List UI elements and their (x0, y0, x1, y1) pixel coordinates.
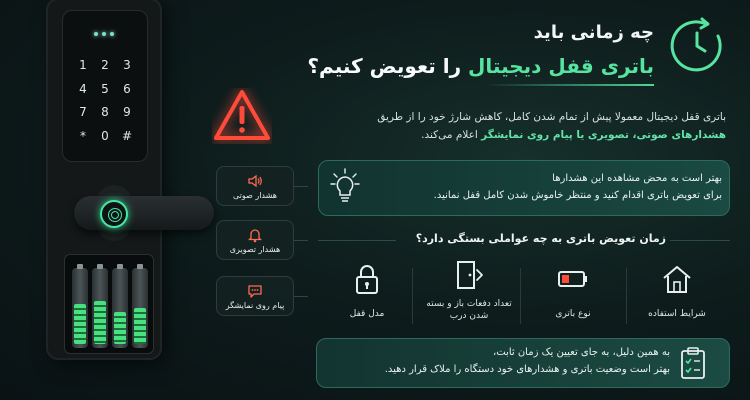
keypad-key: 6 (123, 81, 131, 96)
intro-text-a: باتری قفل دیجیتال معمولا پیش از تمام شدن کامل، کاهش شارژ خود را از طریق (377, 111, 726, 123)
conclusion-line-1: به همین دلیل، به جای تعیین یک زمان ثابت، (492, 347, 670, 358)
headline-line-1: چه زمانی باید (533, 22, 654, 43)
lock-icon (350, 262, 384, 296)
alert-card-sound (216, 166, 294, 206)
battery-icon (556, 262, 590, 296)
bell-icon (247, 227, 263, 243)
alert-card-display (216, 276, 294, 316)
alert-label: پیام روی نمایشگر (225, 300, 285, 310)
checklist-icon (680, 346, 706, 380)
keypad-key: # (121, 128, 133, 143)
keypad-key: 1 (79, 58, 87, 72)
clock-icon (668, 16, 726, 74)
keypad-key: 5 (101, 81, 109, 96)
keypad-key: * (80, 128, 86, 143)
keypad-key: 0 (101, 128, 109, 143)
alert-card-visual (216, 220, 294, 260)
door-icon (452, 258, 486, 292)
keypad-key: 9 (123, 105, 131, 119)
warning-triangle-icon (212, 88, 272, 144)
tip-line-1: بهتر است به محض مشاهده این هشدارها (552, 173, 722, 184)
conclusion-line-2: بهتر است وضعیت باتری و هشدارهای خود دستگاه را ملاک قرار دهید. (384, 364, 670, 375)
factor-label: شرایط استفاده (648, 309, 706, 319)
headline-highlight: باتری قفل دیجیتال (468, 54, 654, 78)
keypad-key: 4 (79, 81, 87, 96)
question-divider-left (318, 240, 396, 241)
battery-cell (72, 268, 88, 348)
tip-line-2: برای تعویض باتری اقدام کنید و منتظر خاموش شدن کامل قفل نمانید. (433, 190, 722, 201)
battery-cell (132, 268, 148, 348)
factor-separator (626, 268, 627, 324)
connector-line (294, 240, 308, 241)
connector-line (294, 186, 308, 187)
keypad-keys (72, 54, 138, 148)
factors-question: زمان تعویض باتری به چه عواملی بستگی دارد؟ (415, 232, 666, 245)
factor-label: نوع باتری (555, 309, 591, 319)
battery-cell (112, 268, 128, 348)
headline-rest: را تعویض کنیم؟ (307, 54, 469, 78)
factor-label: تعداد دفعات باز و بسته شدن درب (426, 299, 512, 321)
keypad-key: 3 (123, 58, 131, 72)
fingerprint-icon (100, 200, 128, 228)
headline-line-2 (307, 54, 654, 78)
factor-label: مدل قفل (349, 309, 385, 319)
intro-highlight: هشدارهای صوتی، تصویری یا پیام روی نمایشگر (481, 129, 726, 141)
battery-cell (92, 268, 108, 348)
house-icon (660, 262, 694, 296)
question-divider-right (670, 240, 730, 241)
keypad-key: 8 (101, 105, 109, 119)
intro-text-b: اعلام می‌کند. (421, 129, 482, 141)
headline-underline (484, 84, 654, 86)
factor-separator (412, 268, 413, 324)
alert-label: هشدار صوتی (232, 190, 277, 200)
message-icon (247, 283, 263, 299)
tip-text (422, 170, 722, 204)
intro-paragraph (326, 108, 726, 144)
keypad-key: 2 (101, 58, 109, 72)
factor-separator (520, 268, 521, 324)
keypad-key: 7 (79, 105, 87, 119)
door-handle (74, 196, 214, 230)
speaker-icon (247, 173, 263, 189)
keypad-indicator-dots (94, 32, 118, 36)
conclusion-text (370, 344, 670, 378)
lightbulb-icon (330, 168, 360, 206)
alert-label: هشدار تصویری (229, 244, 281, 254)
connector-line (294, 296, 308, 297)
